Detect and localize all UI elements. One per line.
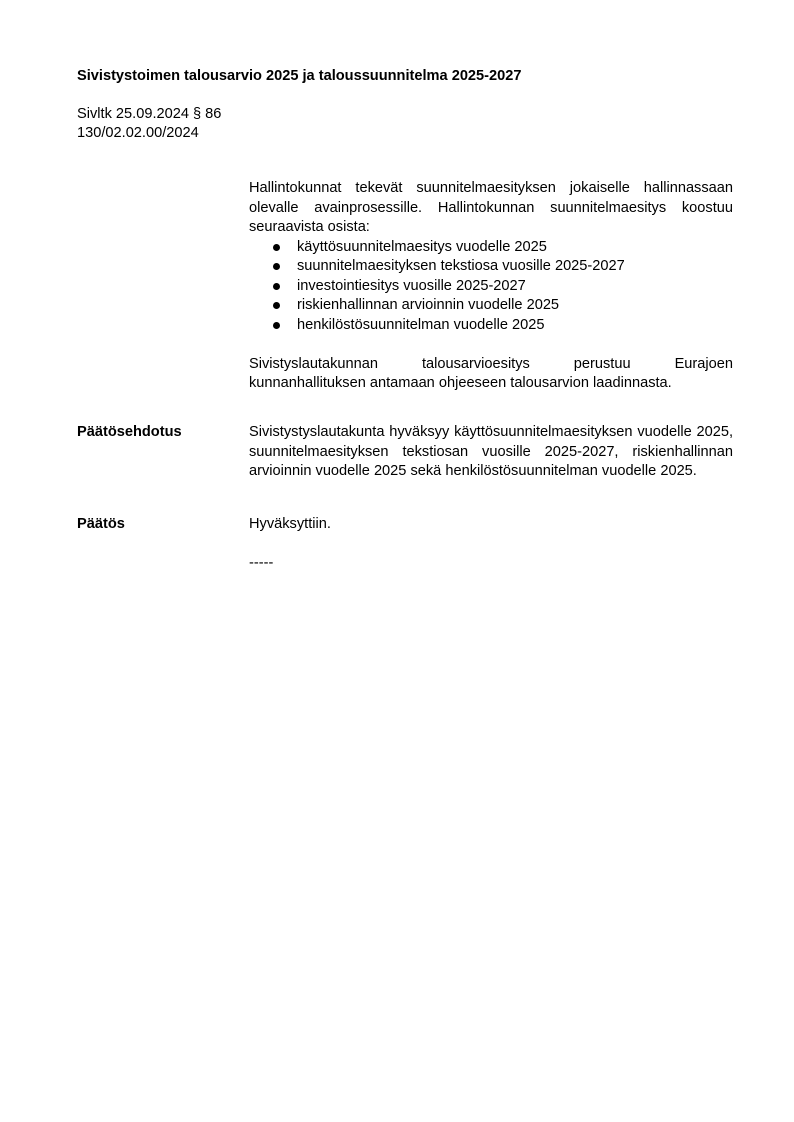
decision-section	[249, 515, 733, 574]
list-item-text: riskienhallinnan arvioinnin vuodelle 2025	[297, 297, 560, 313]
meeting-reference: Sivltk 25.09.2024 § 86	[77, 106, 222, 122]
list-item-text: käyttösuunnitelmaesitys vuodelle 2025	[297, 238, 547, 255]
proposal-label: Päätösehdotus	[77, 424, 182, 440]
list-item-text: henkilöstösuunnitelman vuodelle 2025	[297, 316, 545, 333]
list-item	[249, 238, 733, 258]
list-item	[249, 316, 733, 336]
list-item	[249, 277, 733, 297]
document-meta	[77, 105, 221, 143]
list-item-text: suunnitelmaesityksen tekstiosa vuosille 2025-2027	[297, 258, 625, 274]
document-title: Sivistystoimen talousarvio 2025 ja taloussuunnitelma 2025-2027	[77, 68, 522, 84]
list-item	[249, 257, 733, 277]
intro-section	[249, 179, 733, 394]
plan-components-list	[249, 238, 733, 336]
basis-paragraph: Sivistyslautakunnan talousarvioesitys perustuu Eurajoen kunnanhallituksen antamaan ohjeeseen talousarvion laadinnasta.	[249, 355, 733, 391]
bullet-icon	[273, 263, 280, 270]
end-marker: -----	[249, 555, 274, 571]
decision-text: Hyväksyttiin.	[249, 516, 331, 532]
spacer	[249, 335, 733, 355]
decision-label: Päätös	[77, 516, 125, 532]
bullet-icon	[273, 283, 280, 290]
list-item	[249, 296, 733, 316]
bullet-icon	[273, 244, 280, 251]
bullet-icon	[273, 302, 280, 309]
proposal-text: Sivistystyslautakunta hyväksyy käyttösuunnitelmaesityksen vuodelle 2025, suunnitelmaesityksen tekstiosan vuosille 2025-2027, riskienhallinnan arvioinnin vuodelle 2025 sekä henkilöstösuunnitelman vuodelle 2025.	[249, 424, 733, 479]
proposal-section	[249, 423, 733, 482]
bullet-icon	[273, 322, 280, 329]
intro-paragraph: Hallintokunnat tekevät suunnitelmaesityksen jokaiselle hallinnassaan olevalle avainprosessille. Hallintokunnan suunnitelmaesitys koostuu seuraavista osista:	[249, 180, 733, 235]
record-id: 130/02.02.00/2024	[77, 125, 199, 141]
list-item-text: investointiesitys vuosille 2025-2027	[297, 277, 526, 294]
